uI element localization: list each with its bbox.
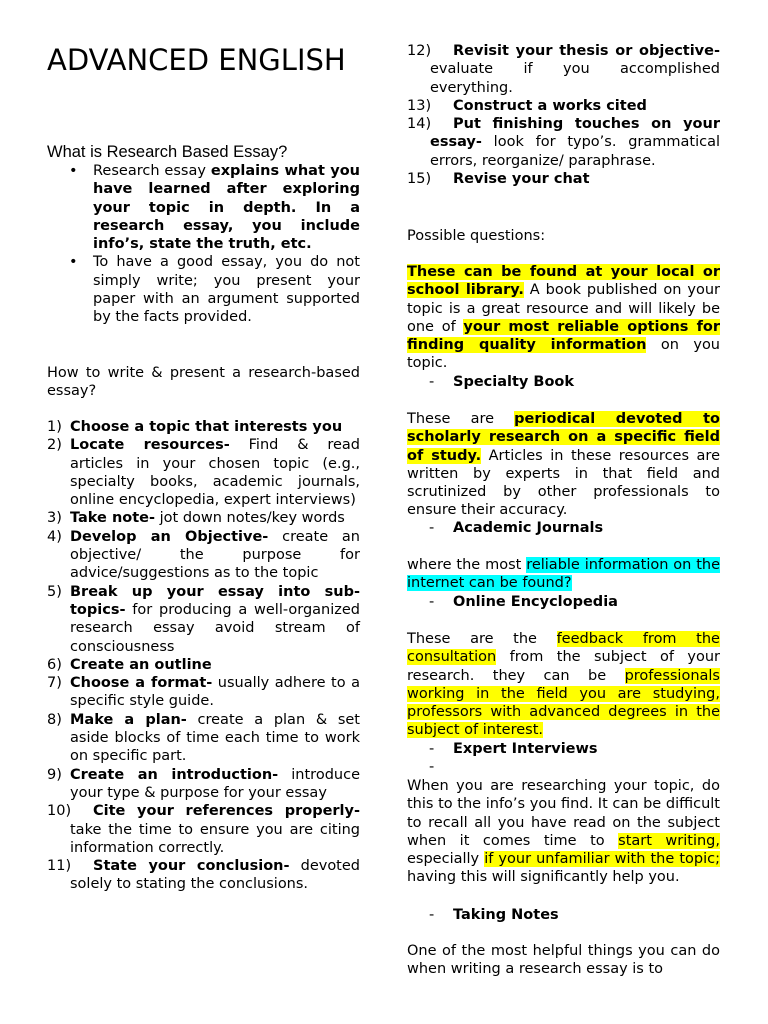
step-item bbox=[47, 766, 360, 803]
step-item bbox=[47, 528, 360, 583]
step-item bbox=[47, 674, 360, 711]
step-text: create a plan & set aside blocks of time each time to work on specific part. bbox=[70, 711, 360, 765]
question-academic-journals: These are periodical devoted to scholarly research on a specific field of study. Articles in these resources are written by experts in that field and scrutinized by other professionals to ensure their accuracy. bbox=[407, 411, 720, 519]
question-six: One of the most helpful things you can do when writing a research essay is to bbox=[407, 943, 720, 978]
step-item bbox=[47, 436, 360, 509]
step-title: Put finishing touches on your essay- bbox=[430, 116, 720, 151]
step-item bbox=[47, 656, 360, 674]
step-number: 1) bbox=[47, 419, 62, 435]
step-item bbox=[47, 802, 360, 857]
step-item bbox=[47, 509, 360, 527]
step-number: 8) bbox=[47, 711, 62, 728]
step-title: Choose a format- bbox=[70, 675, 213, 692]
bullet-item: • Research essay explains what you have learned after exploring your topic in depth. In a research essay, you include info’s, state the truth, etc. bbox=[47, 162, 360, 253]
step-title: Choose a topic that interests you bbox=[70, 419, 343, 435]
answer-online-encyclopedia: - Online Encyclopedia bbox=[429, 594, 618, 610]
step-title: Cite your references properly- bbox=[93, 803, 360, 820]
document-title: ADVANCED ENGLISH bbox=[47, 43, 346, 77]
step-number: 5) bbox=[47, 583, 62, 600]
step-number: 13) bbox=[407, 97, 432, 114]
step-item bbox=[47, 583, 360, 656]
step-text: create an objective/ the purpose for advice/suggestions as to the topic bbox=[70, 528, 360, 582]
steps-list-left bbox=[47, 418, 360, 894]
step-number: 6) bbox=[47, 656, 62, 673]
step-item bbox=[47, 418, 360, 436]
step-number: 7) bbox=[47, 675, 62, 692]
answer-academic-journals: - Academic Journals bbox=[429, 520, 604, 536]
step-text: Find & read articles in your chosen topic (e.g., specialty books, academic journals, online encyclopedia, expert interviews) bbox=[70, 437, 361, 509]
question-expert-interviews: These are the feedback from the consultation from the subject of your research. they can be professionals working in the field you are studying, professors with advanced degrees in the subject of interest. bbox=[407, 631, 720, 739]
step-item bbox=[407, 170, 720, 188]
question-specialty-book: These can be found at your local or school library. A book published on your topic is a great resource and will likely be one of your most reliable options for finding quality information on you topic. bbox=[407, 264, 720, 372]
step-title: Break up your essay into sub-topics- bbox=[70, 583, 360, 618]
step-title: Locate resources- bbox=[70, 437, 230, 454]
intro-bullets bbox=[47, 162, 360, 327]
step-number: 3) bbox=[47, 510, 62, 527]
step-text: take the time to ensure you are citing information correctly. bbox=[70, 821, 360, 856]
step-number: 12) bbox=[407, 43, 432, 59]
step-title: Make a plan- bbox=[70, 711, 187, 728]
bullet-item: • To have a good essay, you do not simply write; you present your paper with an argument supported by the facts provided. bbox=[47, 253, 360, 326]
step-title: Develop an Objective- bbox=[70, 528, 269, 545]
step-text: for producing a well-organized research essay avoid stream of consciousness bbox=[70, 601, 360, 655]
step-title: Revise your chat bbox=[453, 171, 590, 188]
empty-dash: - bbox=[429, 759, 435, 775]
step-text: jot down notes/key words bbox=[155, 510, 345, 527]
step-title: Take note- bbox=[70, 510, 156, 527]
answer-expert-interviews: - Expert Interviews bbox=[429, 741, 598, 757]
step-text: introduce your type & purpose for your essay bbox=[70, 766, 360, 801]
how-to-heading: How to write & present a research-based essay? bbox=[47, 365, 360, 400]
step-item bbox=[407, 97, 720, 115]
step-text: evaluate if you accomplished everything. bbox=[430, 61, 720, 96]
step-item bbox=[47, 711, 360, 766]
step-item bbox=[47, 857, 360, 894]
step-number: 2) bbox=[47, 437, 62, 454]
question-online-encyclopedia: where the most reliable information on the internet can be found? bbox=[407, 557, 721, 592]
step-number: 4) bbox=[47, 528, 62, 545]
step-number: 10) bbox=[47, 803, 72, 820]
step-text: devoted solely to stating the conclusions. bbox=[70, 858, 360, 893]
step-title: State your conclusion- bbox=[93, 858, 290, 875]
answer-specialty-book: - Specialty Book bbox=[429, 374, 575, 390]
step-title: Revisit your thesis or objective- bbox=[453, 43, 720, 59]
question-taking-notes: When you are researching your topic, do this to the info’s you find. It can be difficult to recall all you have read on the subject when it comes time to start writing, especially if your unfamiliar with the topic; having this will significantly help you. bbox=[407, 778, 721, 886]
step-text: usually adhere to a specific style guide. bbox=[70, 675, 360, 710]
step-text: look for typo’s. grammatical errors, reorganize/ paraphrase. bbox=[430, 134, 720, 169]
step-item bbox=[407, 42, 720, 97]
steps-list-right bbox=[407, 42, 720, 188]
step-title: Construct a works cited bbox=[453, 97, 647, 114]
answer-taking-notes: - Taking Notes bbox=[429, 907, 559, 923]
step-item bbox=[407, 115, 720, 170]
step-number: 14) bbox=[407, 116, 432, 133]
step-title: Create an outline bbox=[70, 656, 212, 673]
step-title: Create an introduction- bbox=[70, 766, 279, 783]
step-number: 9) bbox=[47, 766, 62, 783]
possible-questions-heading: Possible questions: bbox=[407, 228, 546, 244]
step-number: 11) bbox=[47, 858, 72, 875]
step-number: 15) bbox=[407, 171, 432, 188]
intro-question: What is Research Based Essay? bbox=[47, 143, 288, 161]
